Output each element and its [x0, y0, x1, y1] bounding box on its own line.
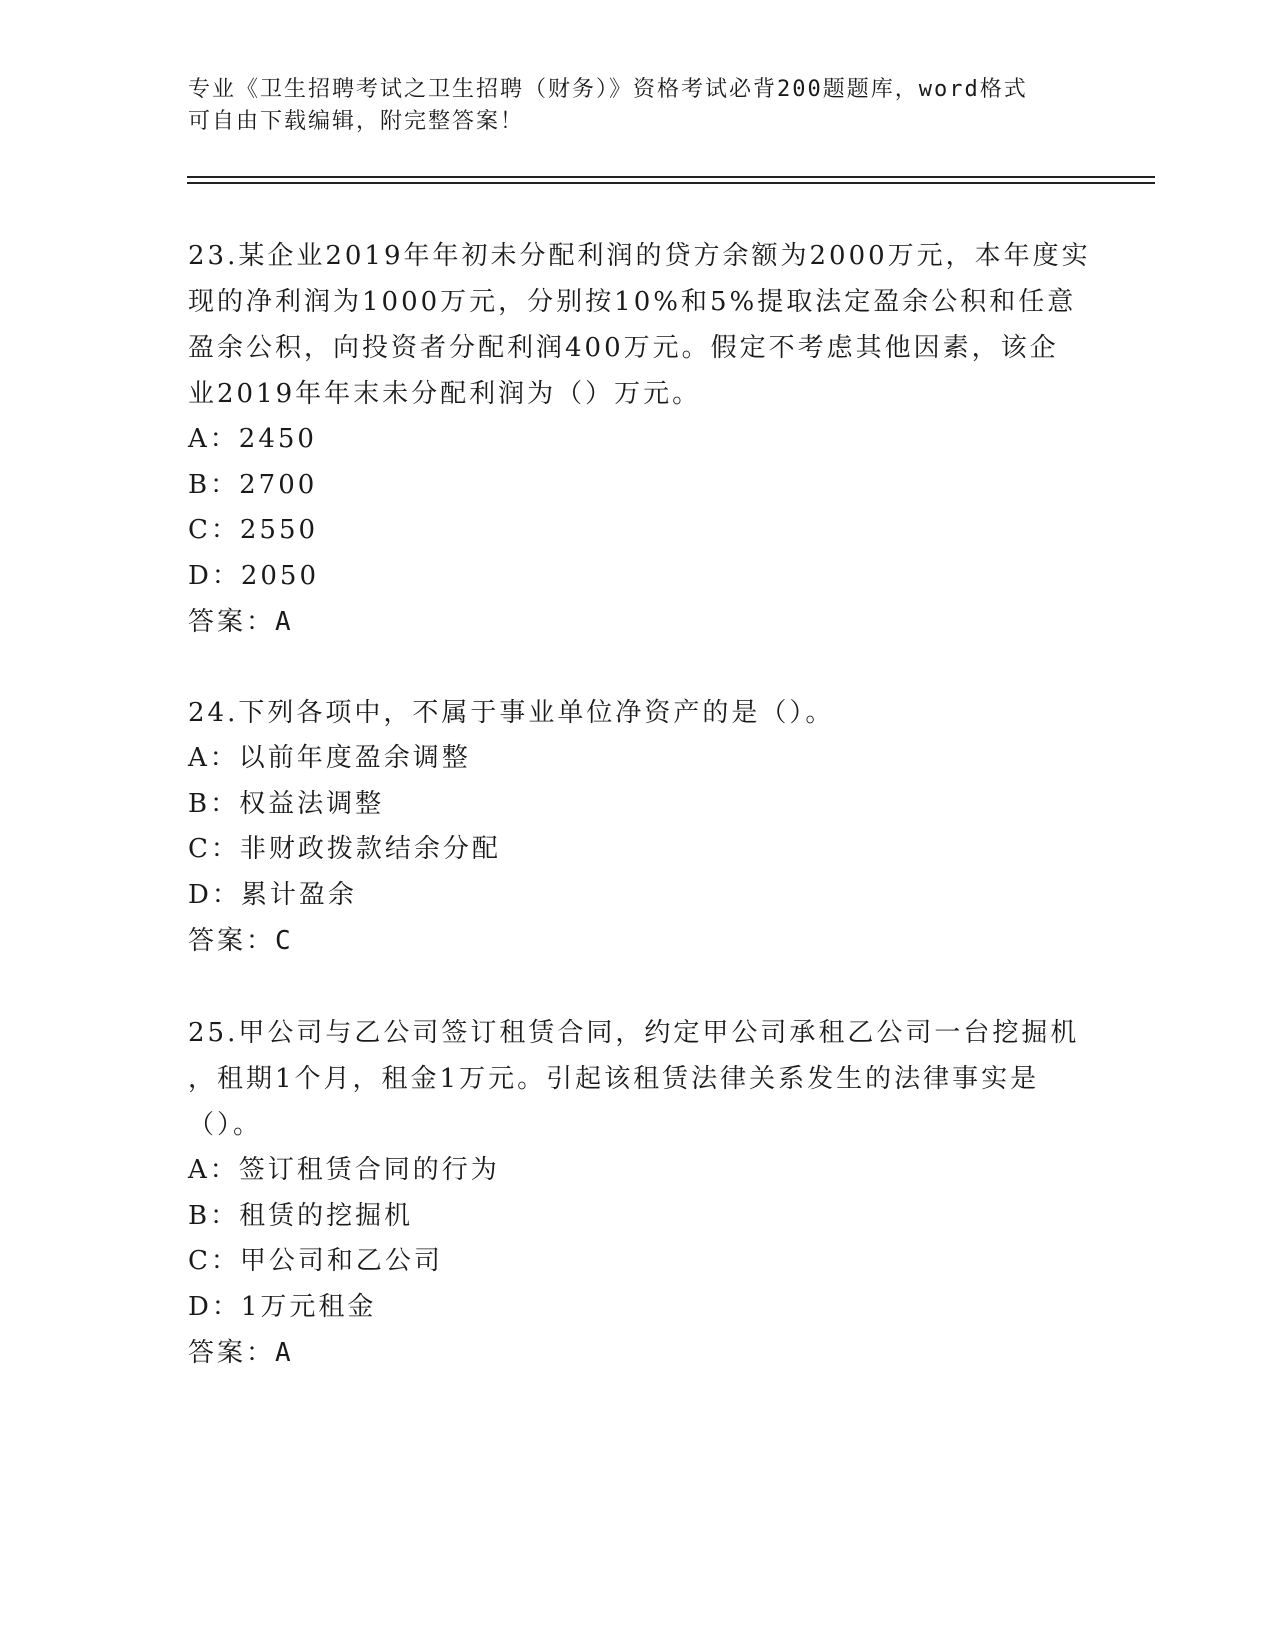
answer-label: 答案：A [188, 1338, 294, 1368]
header-line: 专业《卫生招聘考试之卫生招聘（财务）》资格考试必背200题题库，word格式 [188, 77, 1028, 102]
question-23 [188, 233, 1091, 645]
question-text-line: 盈余公积，向投资者分配利润400万元。假定不考虑其他因素，该企 [188, 333, 1059, 363]
answer-label: 答案：A [188, 607, 294, 637]
question-text-line: ，租期1个月，租金1万元。引起该租赁法律关系发生的法律事实是 [188, 1064, 1040, 1094]
question-text-line: （）。 [188, 1110, 263, 1140]
question-text-line: 24.下列各项中，不属于事业单位净资产的是（）。 [188, 698, 835, 728]
question-24 [188, 690, 1088, 964]
option-d: D：2050 [188, 560, 320, 591]
option-a: A：签订租赁合同的行为 [188, 1155, 500, 1185]
question-text-line: 23.某企业2019年年初未分配利润的贷方余额为2000万元，本年度实 [188, 241, 1091, 271]
header-divider [187, 182, 1155, 184]
option-b: B：租赁的挖掘机 [188, 1200, 414, 1231]
question-25 [188, 1010, 1088, 1376]
header-line: 可自由下载编辑，附完整答案！ [188, 109, 525, 134]
question-text-line: 业2019年年末未分配利润为（）万元。 [188, 379, 702, 409]
answer-label: 答案：C [188, 926, 294, 956]
header-divider [187, 176, 1155, 178]
option-d: D：1万元租金 [188, 1291, 377, 1322]
option-a: A：2450 [188, 424, 317, 454]
option-c: C：甲公司和乙公司 [188, 1246, 443, 1276]
option-a: A：以前年度盈余调整 [188, 743, 471, 773]
option-b: B：2700 [188, 469, 318, 500]
option-c: C：2550 [188, 515, 319, 545]
question-text-line: 现的净利润为1000万元，分别按10%和5%提取法定盈余公积和任意 [188, 287, 1077, 317]
document-header [188, 74, 1068, 138]
question-text-line: 25.甲公司与乙公司签订租赁合同，约定甲公司承租乙公司一台挖掘机 [188, 1018, 1080, 1048]
option-d: D：累计盈余 [188, 879, 357, 910]
option-c: C：非财政拨款结余分配 [188, 834, 501, 864]
option-b: B：权益法调整 [188, 788, 385, 819]
